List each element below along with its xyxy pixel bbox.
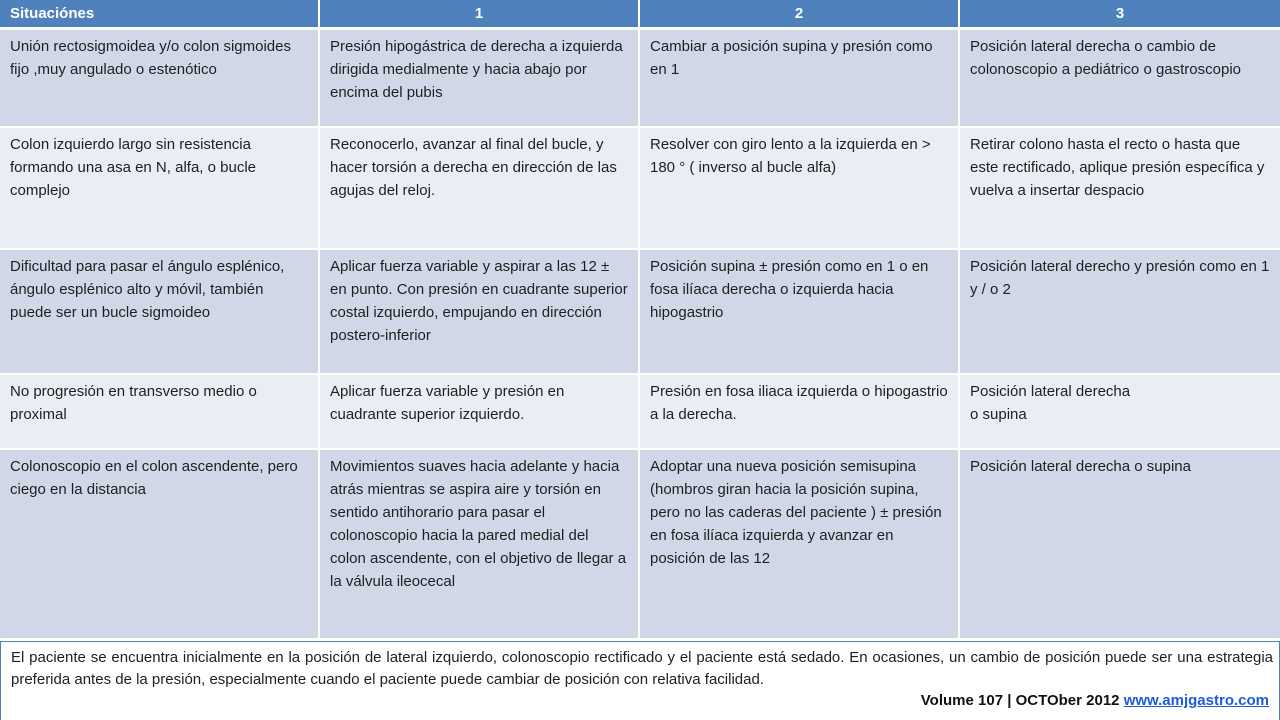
option-3-cell: Posición lateral derecho y presión como en 1 y / o 2 (960, 250, 1280, 375)
citation-volume: Volume 107 | OCTOber 2012 (920, 692, 1120, 709)
footer-note: El paciente se encuentra inicialmente en la posición de lateral izquierdo, colonoscopio rectificado y el paciente está sedado. En ocasiones, un cambio de posición puede ser una estrategia preferida antes de la presión, especialmente cuando el paciente puede cambiar de posición con relativa facilidad. (11, 649, 1273, 688)
table-row (0, 30, 1280, 128)
option-3-cell: Posición lateral derecha o cambio de colonoscopio a pediátrico o gastroscopio (960, 30, 1280, 128)
option-2-cell: Adoptar una nueva posición semisupina (hombros giran hacia la posición supina, pero no las caderas del paciente ) ± presión en fosa ilíaca izquierda y avanzar en posición de las 12 (640, 450, 960, 640)
situation-cell: Colon izquierdo largo sin resistencia formando una asa en N, alfa, o bucle complejo (0, 128, 320, 250)
option-1-cell: Reconocerlo, avanzar al final del bucle, y hacer torsión a derecha en dirección de las agujas del reloj. (320, 128, 640, 250)
situation-cell: Unión rectosigmoidea y/o colon sigmoides fijo ,muy angulado o estenótico (0, 30, 320, 128)
situation-cell: Colonoscopio en el colon ascendente, pero ciego en la distancia (0, 450, 320, 640)
journal-link[interactable]: www.amjgastro.com (1123, 692, 1269, 709)
option-2-cell: Presión en fosa iliaca izquierda o hipogastrio a la derecha. (640, 375, 960, 450)
option-1-cell: Aplicar fuerza variable y presión en cuadrante superior izquierdo. (320, 375, 640, 450)
option-2-cell: Cambiar a posición supina y presión como en 1 (640, 30, 960, 128)
option-1-cell: Movimientos suaves hacia adelante y hacia atrás mientras se aspira aire y torsión en sentido antihorario para pasar el colonoscopio hacia la pared medial del colon ascendente, con el objetivo de llegar a la válvula ileocecal (320, 450, 640, 640)
option-3-cell: Posición lateral derecha o supina (960, 375, 1280, 450)
header-situaciones: Situaciónes (0, 0, 320, 30)
table-row (0, 450, 1280, 640)
option-1-cell: Aplicar fuerza variable y aspirar a las 12 ± en punto. Con presión en cuadrante superior costal izquierdo, empujando en dirección postero-inferior (320, 250, 640, 375)
header-col-2: 2 (640, 0, 960, 30)
table-header-row (0, 0, 1280, 30)
option-3-cell: Retirar colono hasta el recto o hasta que este rectificado, aplique presión específica y vuelva a insertar despacio (960, 128, 1280, 250)
header-col-3: 3 (960, 0, 1280, 30)
footer-note-box (0, 641, 1280, 720)
situation-cell: Dificultad para pasar el ángulo esplénico, ángulo esplénico alto y móvil, también puede ser un bucle sigmoideo (0, 250, 320, 375)
situation-cell: No progresión en transverso medio o proximal (0, 375, 320, 450)
header-col-1: 1 (320, 0, 640, 30)
journal-citation (921, 692, 1269, 709)
option-1-cell: Presión hipogástrica de derecha a izquierda dirigida medialmente y hacia abajo por encima del pubis (320, 30, 640, 128)
table-row (0, 250, 1280, 375)
option-3-cell: Posición lateral derecha o supina (960, 450, 1280, 640)
table-row (0, 375, 1280, 450)
option-2-cell: Resolver con giro lento a la izquierda en > 180 ° ( inverso al bucle alfa) (640, 128, 960, 250)
option-2-cell: Posición supina ± presión como en 1 o en fosa ilíaca derecha o izquierda hacia hipogastrio (640, 250, 960, 375)
table-row (0, 128, 1280, 250)
